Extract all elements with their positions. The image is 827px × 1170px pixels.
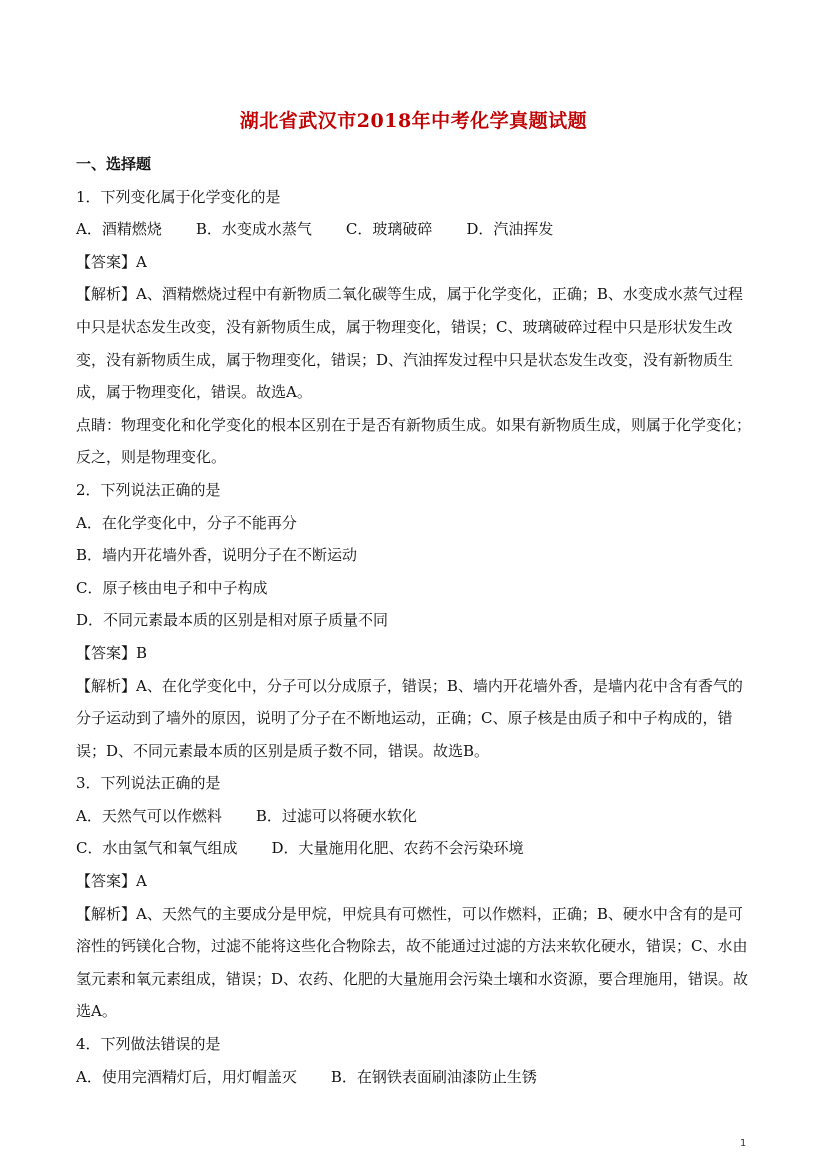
document-body bbox=[76, 148, 752, 1093]
question-2-stem: 2．下列说法正确的是 bbox=[76, 480, 221, 499]
question-4-options bbox=[76, 1061, 752, 1094]
question-1-stem: 1．下列变化属于化学变化的是 bbox=[76, 187, 281, 206]
question-1-tip: 点睛：物理变化和化学变化的根本区别在于是否有新物质生成。如果有新物质生成，则属于化学变化；反之，则是物理变化。 bbox=[76, 415, 752, 467]
q1-option-c: C．玻璃破碎 bbox=[345, 220, 433, 239]
question-3-options-row-2 bbox=[76, 832, 752, 865]
q4-option-b: B．在钢铁表面刷油漆防止生锈 bbox=[330, 1067, 537, 1086]
section-heading: 一、选择题 bbox=[76, 155, 152, 173]
q3-option-a: A．天然气可以作燃料 bbox=[76, 806, 222, 825]
q2-option-b: B．墙内开花墙外香，说明分子在不断运动 bbox=[76, 546, 358, 565]
page-number: 1 bbox=[740, 1138, 747, 1149]
q4-option-a: A．使用完酒精灯后，用灯帽盖灭 bbox=[76, 1067, 297, 1086]
question-2-analysis: 【解析】A、在化学变化中，分子可以分成原子，错误；B、墙内开花墙外香，是墙内花中含有香气的分子运动到了墙外的原因，说明了分子在不断地运动，正确；C、原子核是由质子和中子构成的，错误；D、不同元素最本质的区别是质子数不同，错误。故选B。 bbox=[76, 676, 743, 760]
q1-option-a: A．酒精燃烧 bbox=[76, 220, 162, 239]
q3-option-b: B．过滤可以将硬水软化 bbox=[255, 806, 417, 825]
q1-option-d: D．汽油挥发 bbox=[466, 220, 554, 239]
q2-option-c: C．原子核由电子和中子构成 bbox=[76, 578, 268, 597]
question-3-analysis: 【解析】A、天然气的主要成分是甲烷，甲烷具有可燃性，可以作燃料，正确；B、硬水中含有的是可溶性的钙镁化合物，过滤不能将这些化合物除去，故不能通过过滤的方法来软化硬水，错误；C、水由氢元素和氧元素组成，错误；D、农药、化肥的大量施用会污染土壤和水资源，要合理施用，错误。故选A。 bbox=[76, 904, 749, 1021]
q2-option-a: A．在化学变化中，分子不能再分 bbox=[76, 513, 297, 532]
document-title: 湖北省武汉市2018年中考化学真题试题 bbox=[239, 110, 588, 132]
q3-option-c: C．水由氢气和氧气组成 bbox=[76, 839, 238, 858]
question-2-answer: 【答案】B bbox=[76, 643, 148, 662]
q1-option-b: B．水变成水蒸气 bbox=[195, 220, 312, 239]
question-1-answer: 【答案】A bbox=[76, 252, 147, 271]
question-4-stem: 4．下列做法错误的是 bbox=[76, 1035, 221, 1054]
question-1-options bbox=[76, 213, 752, 246]
q2-option-d: D．不同元素最本质的区别是相对原子质量不同 bbox=[76, 611, 389, 630]
question-3-answer: 【答案】A bbox=[76, 872, 147, 891]
question-3-options-row-1 bbox=[76, 800, 752, 833]
question-3-stem: 3．下列说法正确的是 bbox=[76, 774, 221, 793]
q3-option-d: D．大量施用化肥、农药不会污染环境 bbox=[271, 839, 524, 858]
question-1-analysis: 【解析】A、酒精燃烧过程中有新物质二氧化碳等生成，属于化学变化，正确；B、水变成水蒸气过程中只是状态发生改变，没有新物质生成，属于物理变化，错误；C、玻璃破碎过程中只是形状发生改变，没有新物质生成，属于物理变化，错误；D、汽油挥发过程中只是状态发生改变，没有新物质生成，属于物理变化，错误。故选A。 bbox=[76, 285, 743, 402]
